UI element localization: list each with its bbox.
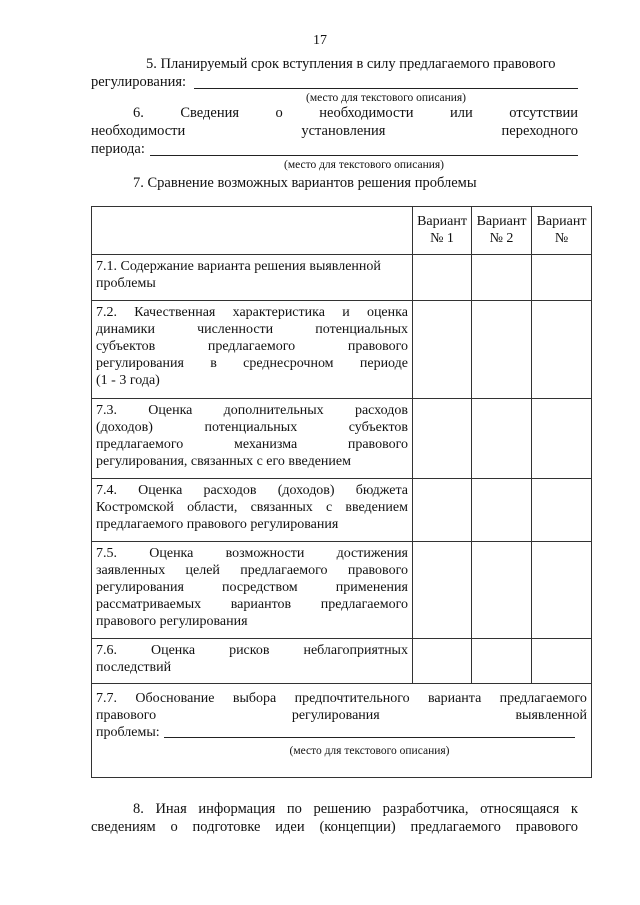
comparison-table: [91, 206, 592, 778]
table-row-justification: [92, 684, 592, 778]
header-number: № 2: [489, 231, 514, 246]
word: сведениям: [91, 819, 156, 835]
word: предлагаемого: [207, 339, 296, 354]
word: о: [170, 819, 178, 835]
word: необходимости: [319, 105, 414, 121]
page-number: 17: [313, 33, 327, 48]
justification-cell: [92, 684, 592, 778]
section-5-line1: 5. Планируемый срок вступления в силу предлагаемого правового: [146, 56, 556, 72]
table-row: [92, 255, 592, 301]
variant-2-cell: [472, 301, 532, 399]
word: предлагаемого: [410, 819, 501, 835]
row-description: [92, 639, 413, 684]
word: рисков: [229, 643, 270, 658]
row-description: [92, 255, 413, 301]
justification-label: проблемы:: [96, 725, 160, 740]
word: подготовке: [192, 819, 261, 835]
word: к: [570, 801, 578, 817]
row-lines: [96, 642, 408, 676]
header-variant-n: [532, 207, 592, 255]
word: посредством: [222, 580, 298, 595]
description-line: [96, 402, 408, 419]
word: бюджета: [355, 483, 408, 498]
word: правового: [96, 708, 157, 723]
word: по: [286, 801, 302, 817]
word: переходного: [501, 123, 578, 139]
table-row: [92, 399, 592, 479]
word: (1 - 3 года): [96, 373, 160, 388]
word: предлагаемого: [320, 597, 408, 612]
word: расходов: [354, 403, 408, 418]
table-header-row: [92, 207, 592, 255]
word: (доходов): [277, 483, 335, 498]
word: предлагаемого: [499, 691, 587, 706]
header-label: Вариант: [417, 214, 467, 229]
description-line: [96, 419, 408, 436]
description-line: [96, 258, 408, 275]
word: периоде: [359, 356, 408, 371]
word: среднесрочном: [243, 356, 334, 371]
variant-n-cell: [532, 301, 592, 399]
word: 7.4.: [96, 483, 117, 498]
variant-1-cell: [413, 255, 472, 301]
header-number: № 1: [430, 231, 454, 246]
word: разработчика,: [382, 801, 469, 817]
word: потенциальных: [315, 322, 408, 337]
row-description: [92, 479, 413, 542]
section-6-line1: [133, 105, 578, 122]
word: правового: [347, 563, 408, 578]
word: вариантов: [230, 597, 292, 612]
row-lines: [96, 258, 408, 292]
row-lines: [96, 402, 408, 470]
word: предлагаемого: [240, 563, 328, 578]
word: достижения: [336, 546, 408, 561]
header-empty-cell: [92, 207, 413, 255]
table-row: [92, 542, 592, 639]
justification-caption: (место для текстового описания): [289, 745, 450, 757]
description-line: [96, 321, 408, 338]
word: связанных: [250, 500, 313, 515]
description-line: [96, 642, 408, 659]
word: решению: [313, 801, 372, 817]
word: информация: [198, 801, 276, 817]
variant-2-cell: [472, 399, 532, 479]
word: численности: [197, 322, 274, 337]
description-line: [96, 338, 408, 355]
word: 7.6.: [96, 643, 117, 658]
row-description: [92, 301, 413, 399]
table-row: [92, 639, 592, 684]
description-line: [96, 275, 408, 292]
variant-2-cell: [472, 479, 532, 542]
word: и: [342, 305, 350, 320]
description-line: [96, 562, 408, 579]
word: регулирования, связанных с его введением: [96, 454, 351, 469]
description-line: [96, 545, 408, 562]
word: регулирования: [96, 580, 184, 595]
variant-2-cell: [472, 542, 532, 639]
word: потенциальных: [204, 420, 298, 435]
row-description: [92, 542, 413, 639]
section-6-label: периода:: [91, 141, 145, 157]
section-8-line1: [133, 801, 578, 818]
word: 7.2.: [96, 305, 117, 320]
word: о: [275, 105, 283, 121]
word: Сведения: [180, 105, 240, 121]
word: характеристика: [232, 305, 325, 320]
word: 7.3.: [96, 403, 117, 418]
table-row: [92, 479, 592, 542]
section-6-blank-line: [150, 155, 578, 156]
word: идеи: [275, 819, 305, 835]
description-line: [96, 372, 408, 389]
word: выбора: [232, 691, 277, 706]
variant-n-cell: [532, 255, 592, 301]
word: правового регулирования: [96, 614, 248, 629]
header-number: №: [554, 231, 569, 246]
word: Обоснование: [135, 691, 215, 706]
variant-1-cell: [413, 399, 472, 479]
word: механизма: [233, 437, 298, 452]
section-6-caption: (место для текстового описания): [283, 159, 444, 171]
variant-n-cell: [532, 639, 592, 684]
word: варианта: [427, 691, 482, 706]
word: правового: [515, 819, 578, 835]
word: 8.: [133, 801, 144, 817]
word: в: [210, 356, 217, 371]
word: субъектов: [348, 420, 408, 435]
word: установления: [301, 123, 386, 139]
word: введением: [345, 500, 408, 515]
header-variant-1: [413, 207, 472, 255]
word: проблемы: [96, 276, 156, 291]
justification-blank-line: [164, 737, 575, 738]
word: возможности: [225, 546, 305, 561]
word: Качественная: [134, 305, 216, 320]
row-lines: [96, 545, 408, 630]
row-lines: [96, 482, 408, 533]
word: правового: [347, 437, 408, 452]
description-line: [96, 499, 408, 516]
variant-1-cell: [413, 639, 472, 684]
word: области,: [187, 500, 238, 515]
justification-line2: [96, 707, 587, 724]
word: предлагаемого: [96, 437, 184, 452]
section-8-line2: [91, 819, 578, 836]
description-line: [96, 659, 408, 676]
word: Костромской: [96, 500, 174, 515]
word: с: [325, 500, 333, 515]
description-line: [96, 579, 408, 596]
variant-2-cell: [472, 639, 532, 684]
description-line: [96, 355, 408, 372]
word: (концепции): [319, 819, 396, 835]
word: регулирования: [291, 708, 380, 723]
word: (доходов): [96, 420, 153, 435]
variant-2-cell: [472, 255, 532, 301]
word: целей: [185, 563, 220, 578]
section-5-label: регулирования:: [91, 74, 187, 90]
header-label: Вариант: [476, 214, 527, 229]
description-line: [96, 453, 408, 470]
description-line: [96, 304, 408, 321]
word: 7.7.: [96, 691, 117, 706]
section-5-caption: (место для текстового описания): [305, 92, 466, 104]
word: регулирования: [96, 356, 184, 371]
word: Оценка: [149, 546, 194, 561]
description-line: [96, 613, 408, 630]
word: динамики: [96, 322, 155, 337]
section-6-line2: [91, 123, 578, 140]
word: 7.1. Содержание варианта решения выявленной: [96, 259, 381, 274]
description-line: [96, 482, 408, 499]
header-label: Вариант: [536, 214, 587, 229]
word: правового: [347, 339, 408, 354]
word: предпочтительного: [294, 691, 410, 706]
section-7-title: 7. Сравнение возможных вариантов решения проблемы: [133, 175, 477, 191]
variant-1-cell: [413, 479, 472, 542]
word: рассматриваемых: [96, 597, 202, 612]
justification-line1: [96, 690, 587, 707]
word: неблагоприятных: [303, 643, 408, 658]
description-line: [96, 516, 408, 533]
word: применения: [335, 580, 408, 595]
table-row: [92, 301, 592, 399]
word: выявленной: [515, 708, 587, 723]
word: необходимости: [91, 123, 186, 139]
variant-n-cell: [532, 542, 592, 639]
word: Оценка: [138, 483, 183, 498]
justification-line3: [96, 724, 587, 741]
variant-1-cell: [413, 301, 472, 399]
word: заявленных: [96, 563, 166, 578]
description-line: [96, 436, 408, 453]
word: относящаяся: [480, 801, 560, 817]
word: дополнительных: [223, 403, 324, 418]
variant-n-cell: [532, 479, 592, 542]
word: 7.5.: [96, 546, 117, 561]
word: оценка: [366, 305, 408, 320]
word: Иная: [155, 801, 187, 817]
variant-1-cell: [413, 542, 472, 639]
row-description: [92, 399, 413, 479]
word: отсутствии: [509, 105, 578, 121]
word: Оценка: [148, 403, 193, 418]
word: субъектов: [96, 339, 156, 354]
word: предлагаемого правового регулирования: [96, 517, 339, 532]
header-variant-2: [472, 207, 532, 255]
description-line: [96, 596, 408, 613]
section-5-blank-line: [194, 88, 578, 89]
word: Оценка: [150, 643, 196, 658]
row-lines: [96, 304, 408, 389]
word: расходов: [203, 483, 257, 498]
variant-n-cell: [532, 399, 592, 479]
word: последствий: [96, 660, 172, 675]
word: 6.: [133, 105, 144, 121]
word: или: [450, 105, 473, 121]
